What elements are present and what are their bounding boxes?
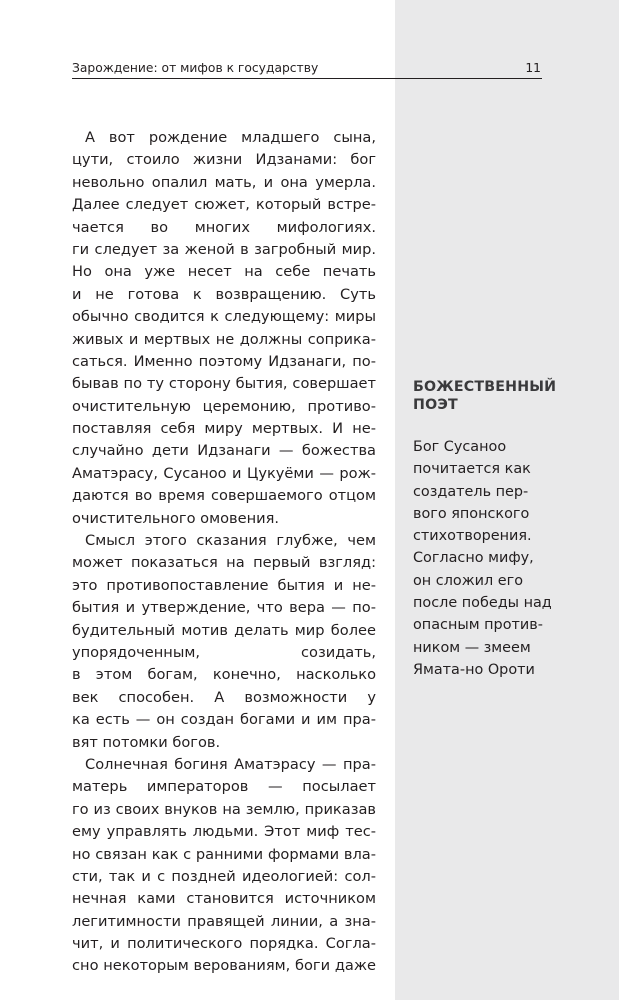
- aside-text-line: Бог Сусаноо: [413, 439, 507, 455]
- aside-text-line: создатель пер-: [413, 483, 529, 500]
- body-text-line: но связан как с ранними формами вла-: [72, 845, 376, 863]
- body-text-line: даются во время совершаемого отцом: [72, 487, 376, 505]
- body-text-line: может показаться на первый взгляд:: [72, 554, 376, 572]
- body-text-line: упорядоченным, созидать,: [72, 643, 376, 661]
- aside-text-line: стихотворения.: [413, 528, 532, 545]
- body-text-line: очистительного омовения.: [72, 509, 280, 527]
- body-text-line: Но она уже несет на себе печать: [72, 263, 376, 281]
- body-text-line: в этом богам, конечно, насколько: [72, 666, 376, 684]
- body-text-line: легитимности правящей линии, а зна-: [72, 912, 376, 930]
- body-text-line: очистительную церемонию, противо-: [72, 397, 376, 415]
- main-body-text: [72, 127, 376, 978]
- aside-text-line: Согласно мифу,: [413, 550, 534, 567]
- sidebar-aside: [413, 379, 613, 681]
- body-text-line: матерь императоров — посылает: [72, 778, 376, 796]
- body-text-line: это противопоставление бытия и не-: [72, 576, 376, 594]
- aside-text: [413, 436, 613, 681]
- body-text-line: обычно сводится к следующему: миры: [72, 308, 376, 326]
- body-text-line: случайно дети Идзанаги — божества: [72, 442, 376, 460]
- body-text-line: Далее следует сюжет, который встре-: [72, 196, 376, 214]
- body-text-line: бывав по ту сторону бытия, совершает: [72, 375, 376, 393]
- aside-text-line: опасным против-: [413, 617, 543, 634]
- body-text-line: ги следует за женой в загробный мир.: [72, 240, 376, 258]
- body-text-line: нечная ками становится источником: [72, 890, 376, 908]
- body-text-line: невольно опалил мать, и она умерла.: [72, 173, 376, 191]
- body-text-line: ка есть — он создан богами и им пра-: [72, 711, 376, 729]
- body-text-line: А вот рождение младшего сына,: [85, 129, 376, 146]
- running-head-title: Зарождение: от мифов к государству: [72, 61, 319, 75]
- body-text-line: Солнечная богиня Аматэрасу — пра-: [85, 755, 376, 773]
- aside-heading-line: БОЖЕСТВЕННЫЙ: [413, 379, 557, 395]
- body-text-line: век способен. А возможности у: [72, 688, 376, 706]
- body-text-line: бытия и утверждение, что вера — по-: [72, 599, 376, 617]
- body-text-line: поставляя себя миру мертвых. И не-: [72, 420, 376, 438]
- body-text-line: вят потомки богов.: [72, 733, 221, 751]
- aside-text-line: после победы над: [413, 595, 552, 612]
- aside-text-line: ником — змеем: [413, 639, 531, 656]
- body-text-line: живых и мертвых не должны соприка-: [72, 330, 376, 348]
- body-text-line: цути, стоило жизни Идзанами: бог: [72, 151, 376, 169]
- body-text-line: Аматэрасу, Сусаноо и Цукуёми — рож-: [72, 464, 376, 482]
- body-text-line: саться. Именно поэтому Идзанаги, по-: [72, 352, 376, 370]
- aside-heading-line: ПОЭТ: [413, 396, 458, 413]
- aside-text-line: вого японского: [413, 505, 530, 522]
- page-number: 11: [525, 61, 541, 75]
- body-text-line: будительный мотив делать мир более: [72, 621, 376, 639]
- aside-text-line: он сложил его: [413, 572, 524, 589]
- body-text-line: чается во многих мифологиях.: [72, 218, 376, 236]
- running-head: [72, 60, 542, 79]
- body-text-line: и не готова к возвращению. Суть: [72, 285, 376, 303]
- aside-text-line: Ямата-но Ороти: [413, 661, 535, 678]
- body-text-line: го из своих внуков на землю, приказав: [72, 800, 376, 818]
- body-text-line: сно некоторым верованиям, боги даже: [72, 957, 376, 975]
- body-text-line: чит, и политического порядка. Согла-: [72, 935, 376, 953]
- aside-heading: [413, 379, 613, 414]
- body-text-line: ему управлять людьми. Этот миф тес-: [72, 823, 376, 841]
- aside-text-line: почитается как: [413, 461, 531, 478]
- body-text-line: сти, так и с поздней идеологией: сол-: [72, 867, 376, 885]
- body-text-line: Смысл этого сказания глубже, чем: [85, 532, 376, 550]
